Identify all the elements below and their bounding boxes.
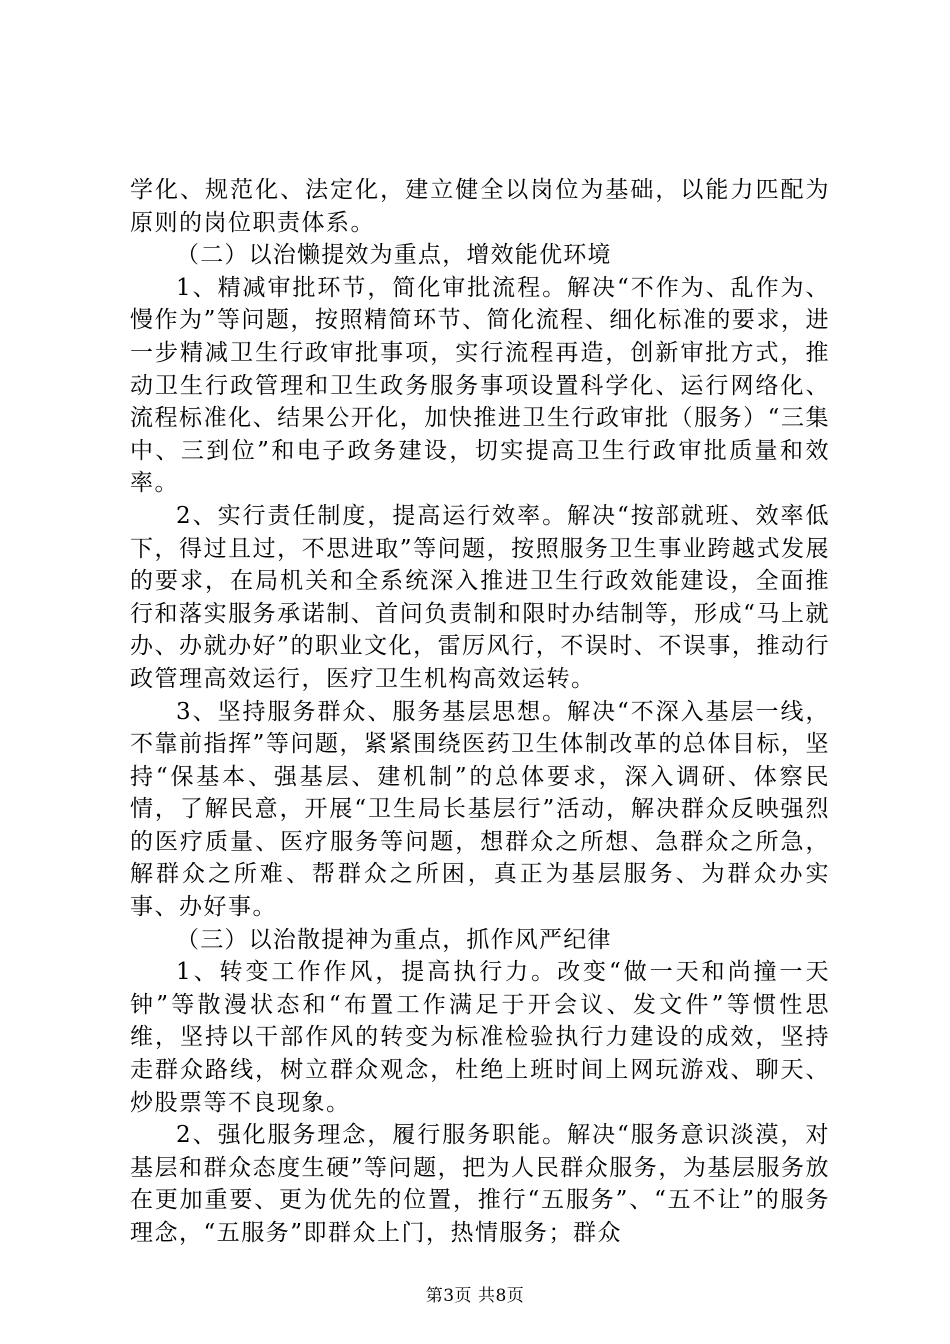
section-heading-2: （二）以治懒提效为重点，增效能优环境 (176, 242, 612, 269)
page-footer (0, 1281, 950, 1306)
paragraph-3-1: 1、转变工作作风，提高执行力。改变“做一天和尚撞一天钟”等散漫状态和“布置工作满足于开会议、发文件”等惯性思维，坚持以干部作风的转变为标准检验执行力建设的成效，坚持走群众路线，树立群众观念，杜绝上班时间上网玩游戏、聊天、炒股票等不良现象。 (130, 959, 830, 1116)
paragraph-continuation: 学化、规范化、法定化，建立健全以岗位为基础，以能力匹配为原则的岗位职责体系。 (130, 177, 830, 236)
paragraph-3-2: 2、强化服务理念，履行服务职能。解决“服务意识淡漠，对基层和群众态度生硬”等问题，把为人民群众服务，为基层服务放在更加重要、更为优先的位置，推行“五服务”、“五不让”的服务理念，“五服务”即群众上门，热情服务；群众 (130, 1122, 830, 1246)
page-number: 第3页 共8页 (425, 1286, 525, 1306)
paragraph-2-3: 3、坚持服务群众、服务基层思想。解决“不深入基层一线，不靠前指挥”等问题，紧紧围绕医药卫生体制改革的总体目标，坚持“保基本、强基层、建机制”的总体要求，深入调研、体察民情，了解民意，开展“卫生局长基层行”活动，解决群众反映强烈的医疗质量、医疗服务等问题，想群众之所想、急群众之所急，解群众之所难、帮群众之所困，真正为基层服务、为群众办实事、办好事。 (130, 698, 830, 921)
section-heading-3: （三）以治散提神为重点，抓作风严纪律 (176, 926, 612, 953)
paragraph-2-1: 1、精减审批环节，简化审批流程。解决“不作为、乱作为、慢作为”等问题，按照精简环节、简化流程、细化标准的要求，进一步精减卫生行政审批事项，实行流程再造，创新审批方式，推动卫生行政管理和卫生政务服务事项设置科学化、运行网络化、流程标准化、结果公开化，加快推进卫生行政审批（服务）“三集中、三到位”和电子政务建设，切实提高卫生行政审批质量和效率。 (130, 274, 830, 497)
paragraph-2-2: 2、实行责任制度，提高运行效率。解决“按部就班、效率低下，得过且过，不思进取”等问题，按照服务卫生事业跨越式发展的要求，在局机关和全系统深入推进卫生行政效能建设，全面推行和落实服务承诺制、首问负责制和限时办结制等，形成“马上就办、办就办好”的职业文化，雷厉风行，不误时、不误事，推动行政管理高效运行，医疗卫生机构高效运转。 (130, 502, 830, 692)
document-body (130, 174, 830, 1250)
